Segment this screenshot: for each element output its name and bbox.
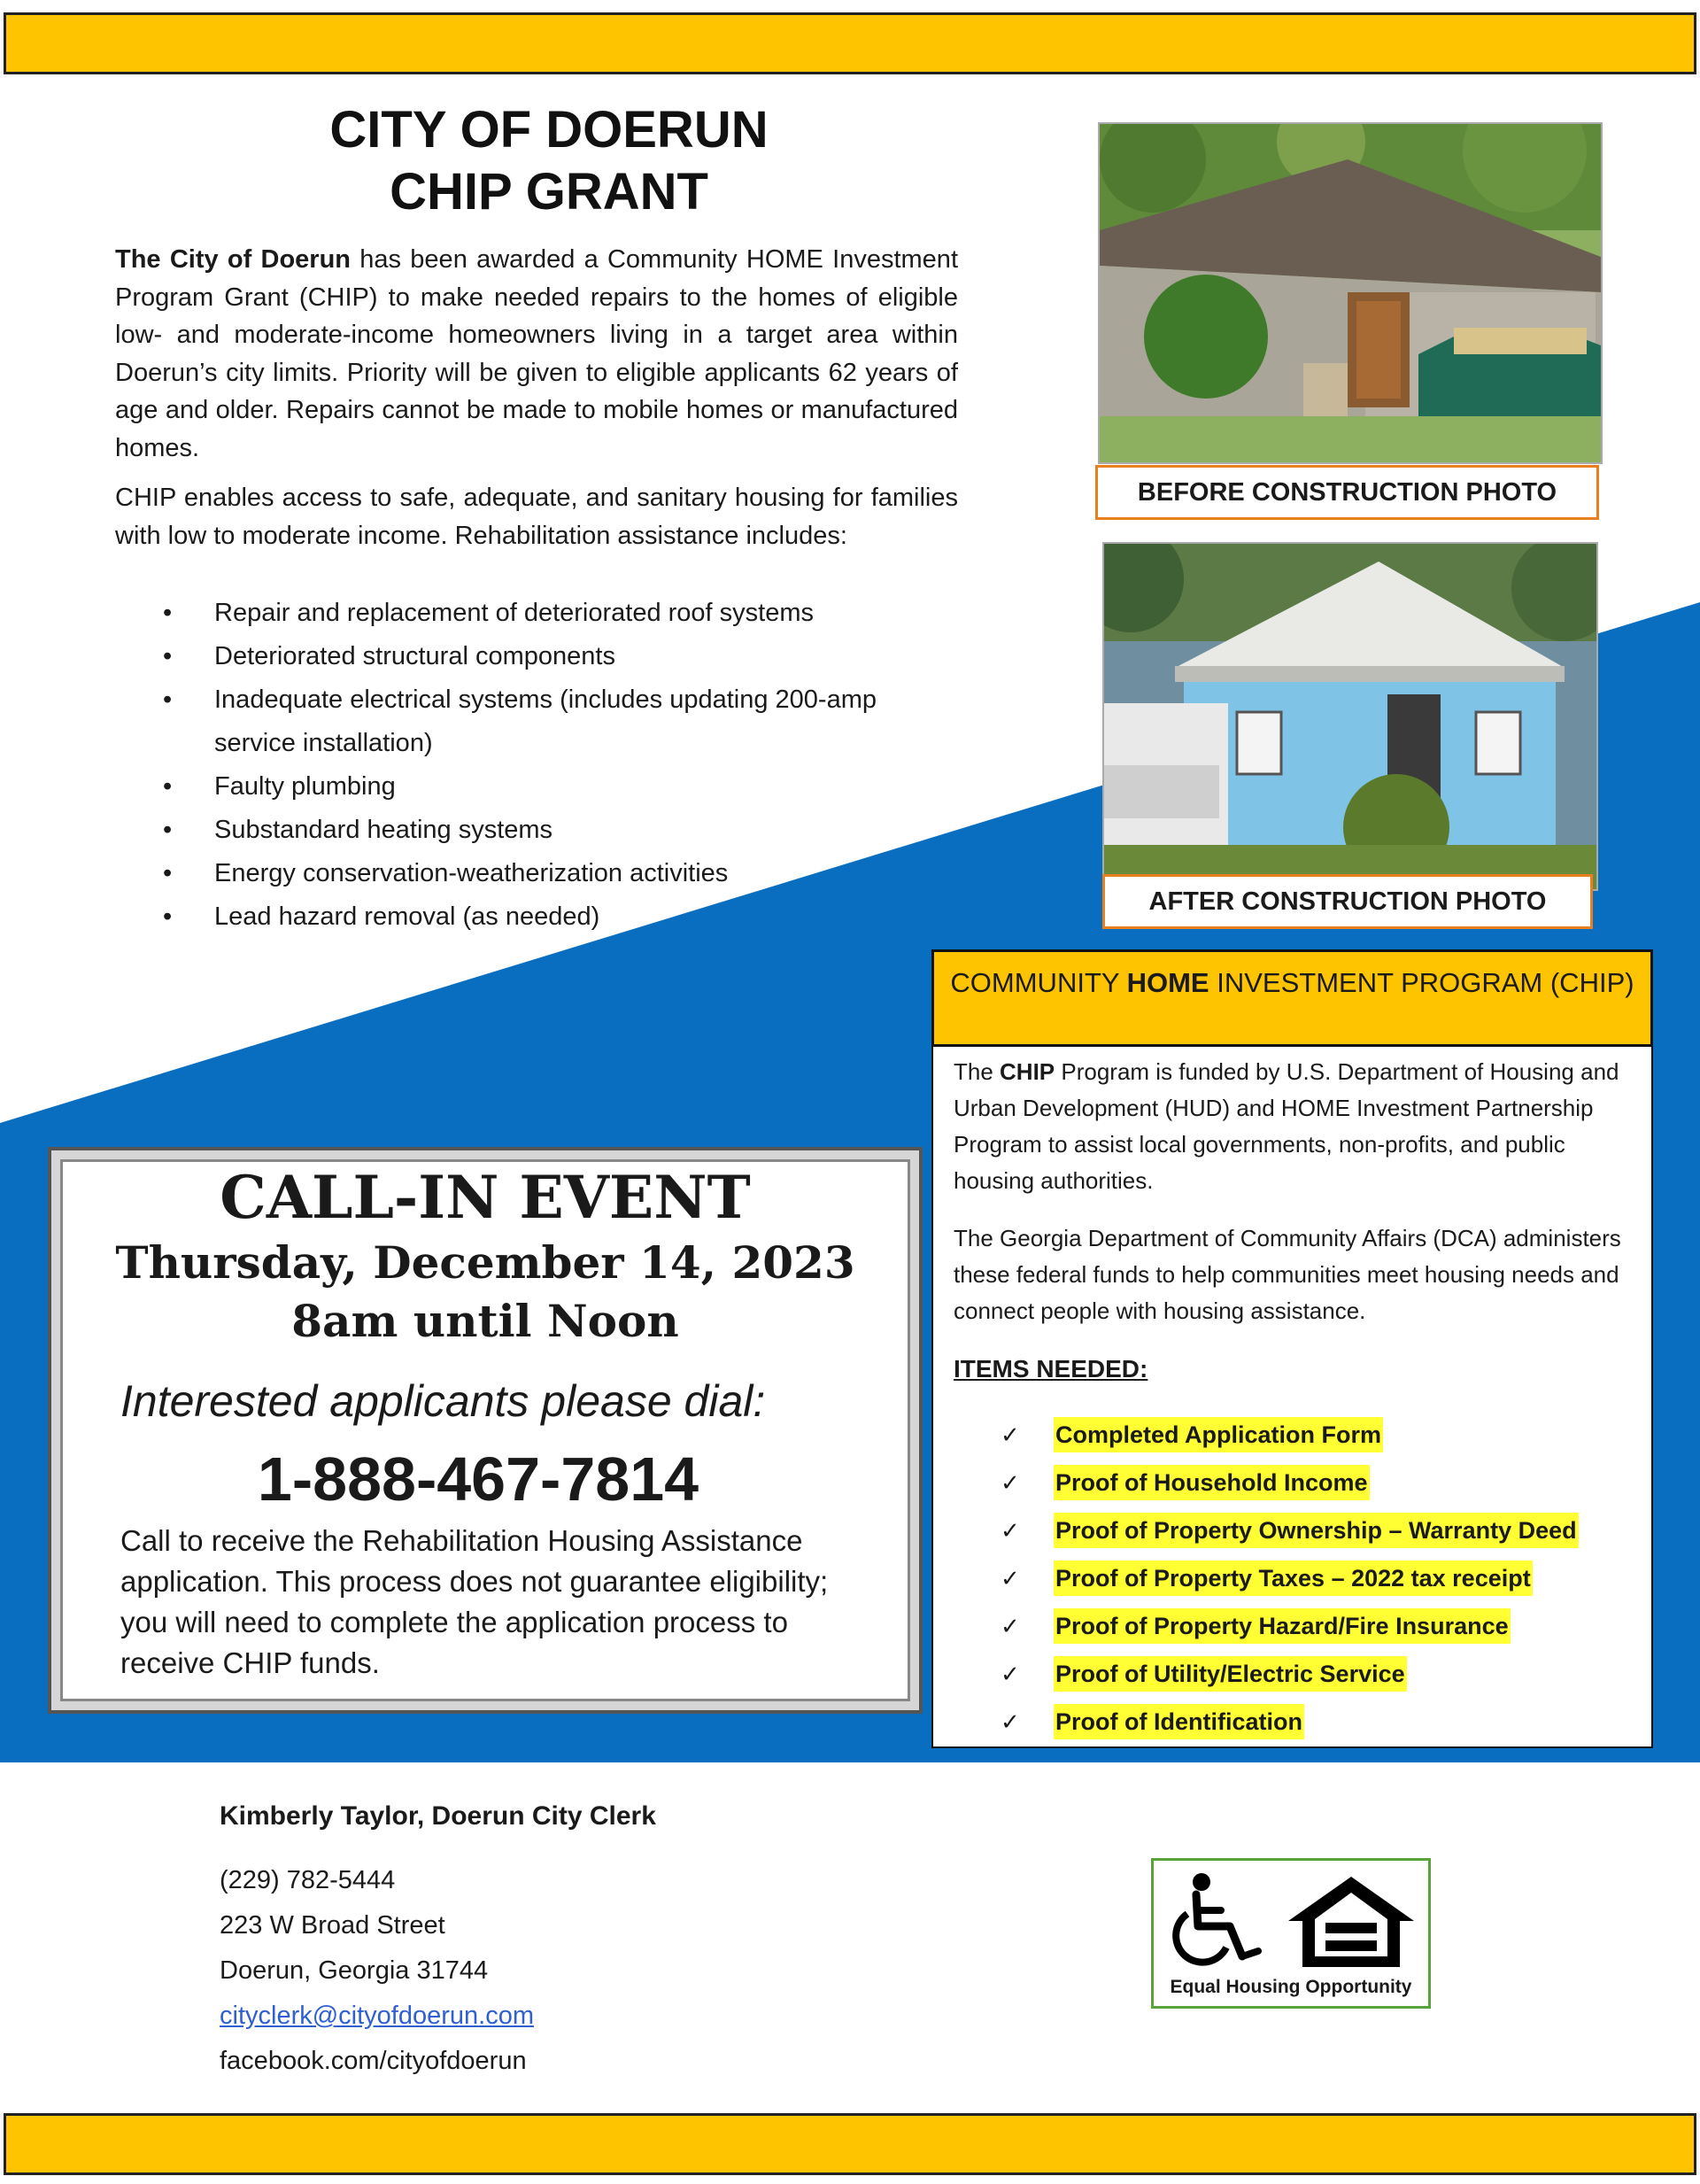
contact-email-link[interactable]: cityclerk@cityofdoerun.com (220, 2002, 534, 2030)
contact-name: Kimberly Taylor, Doerun City Clerk (220, 1801, 656, 1831)
title-line-2: CHIP GRANT (390, 163, 708, 221)
after-construction-photo (1102, 542, 1598, 891)
after-photo-caption: AFTER CONSTRUCTION PHOTO (1102, 874, 1593, 929)
intro-lead: The City of Doerun (115, 245, 352, 274)
intro-lead-rest: has been awarded a Community HOME Investment Program Grant (CHIP) to make needed repairs to the homes of eligible low- and moderate-income homeowners living in a target area within Doerun’s city limits. Priority will be given to eligible applicants 62 years of age and older. Repairs cannot be made to mobile homes or manufactured homes. (115, 245, 958, 462)
contact-street: 223 W Broad Street (220, 1911, 445, 1940)
item-text: Proof of Property Taxes – 2022 tax receipt (1054, 1561, 1533, 1596)
event-date: Thursday, December 14, 2023 (115, 1236, 855, 1289)
chip-header-bold: HOME (1126, 967, 1209, 998)
contact-facebook[interactable]: facebook.com/cityofdoerun (220, 2047, 527, 2075)
list-item: • Inadequate electrical systems (includes updating 200-amp service installation) (159, 678, 956, 765)
chip-p1-bold: CHIP (1000, 1058, 1055, 1085)
checkmark-icon: ✓ (1001, 1421, 1020, 1448)
item-text: Proof of Household Income (1054, 1465, 1370, 1500)
page-title (106, 99, 992, 223)
chip-p1-rest: Program is funded by U.S. Department of Housing and Urban Development (HUD) and HOME Investment Partnership Program to assist local governments, non-profits, and public housing authorities. (954, 1058, 1619, 1194)
list-item: • Repair and replacement of deteriorated roof systems (159, 592, 956, 635)
chip-p1-pre: The (954, 1058, 1001, 1085)
title-line-1: CITY OF DOERUN (329, 101, 769, 159)
top-banner-bar (4, 12, 1696, 74)
list-item: • Faulty plumbing (159, 765, 956, 809)
equal-housing-icon (1283, 1873, 1419, 1971)
checkmark-icon: ✓ (1001, 1565, 1020, 1592)
item-text: Proof of Property Ownership – Warranty Deed (1054, 1513, 1579, 1548)
equal-housing-caption: Equal Housing Opportunity (1170, 1977, 1412, 1997)
event-title: CALL-IN EVENT (220, 1163, 751, 1232)
item-text: Proof of Utility/Electric Service (1054, 1656, 1407, 1692)
bottom-banner-bar (4, 2113, 1696, 2175)
checkmark-icon: ✓ (1001, 1708, 1020, 1735)
intro-paragraph-1 (115, 241, 958, 467)
intro-paragraph-2: CHIP enables access to safe, adequate, and sanitary housing for families with low to moderate income. Rehabilitation assistance includes: (115, 484, 958, 550)
item-text: Completed Application Form (1054, 1417, 1383, 1452)
checkmark-icon: ✓ (1001, 1661, 1020, 1687)
intro-text (115, 241, 958, 567)
before-construction-photo (1098, 122, 1603, 464)
list-item: • Substandard heating systems (159, 809, 956, 852)
wheelchair-accessibility-icon (1166, 1871, 1269, 1969)
list-item: • Energy conservation-weatherization activities (159, 852, 956, 895)
contact-details (220, 1858, 534, 2084)
chip-panel-header (931, 949, 1653, 1047)
list-item: • Deteriorated structural components (159, 635, 956, 678)
item-text: Proof of Identification (1054, 1704, 1304, 1739)
chip-header-text: COMMUNITY (950, 967, 1127, 998)
checkmark-icon: ✓ (1001, 1469, 1020, 1496)
dial-prompt: Interested applicants please dial: (120, 1376, 766, 1426)
event-time: 8am until Noon (291, 1295, 679, 1347)
chip-header-text-rest: INVESTMENT PROGRAM (CHIP) (1209, 967, 1634, 998)
checkmark-icon: ✓ (1001, 1613, 1020, 1639)
contact-phone[interactable]: (229) 782-5444 (220, 1866, 396, 1894)
items-needed-heading: ITEMS NEEDED: (954, 1355, 1148, 1382)
contact-city: Doerun, Georgia 31744 (220, 1956, 489, 1985)
before-photo-caption: BEFORE CONSTRUCTION PHOTO (1095, 465, 1599, 520)
rehab-assistance-list (159, 592, 956, 939)
call-in-phone-number[interactable]: 1-888-467-7814 (257, 1444, 699, 1514)
chip-description (954, 1054, 1635, 1351)
checkmark-icon: ✓ (1001, 1517, 1020, 1544)
chip-paragraph-2: The Georgia Department of Community Affairs (DCA) administers these federal funds to help communities meet housing needs and connect people with housing assistance. (954, 1225, 1621, 1324)
list-item: • Lead hazard removal (as needed) (159, 895, 956, 939)
item-text: Proof of Property Hazard/Fire Insurance (1054, 1608, 1511, 1644)
chip-paragraph-1 (954, 1054, 1635, 1199)
event-note: Call to receive the Rehabilitation Housing Assistance application. This process does not guarantee eligibility; you will need to complete the application process to receive CHIP funds. (120, 1524, 829, 1679)
